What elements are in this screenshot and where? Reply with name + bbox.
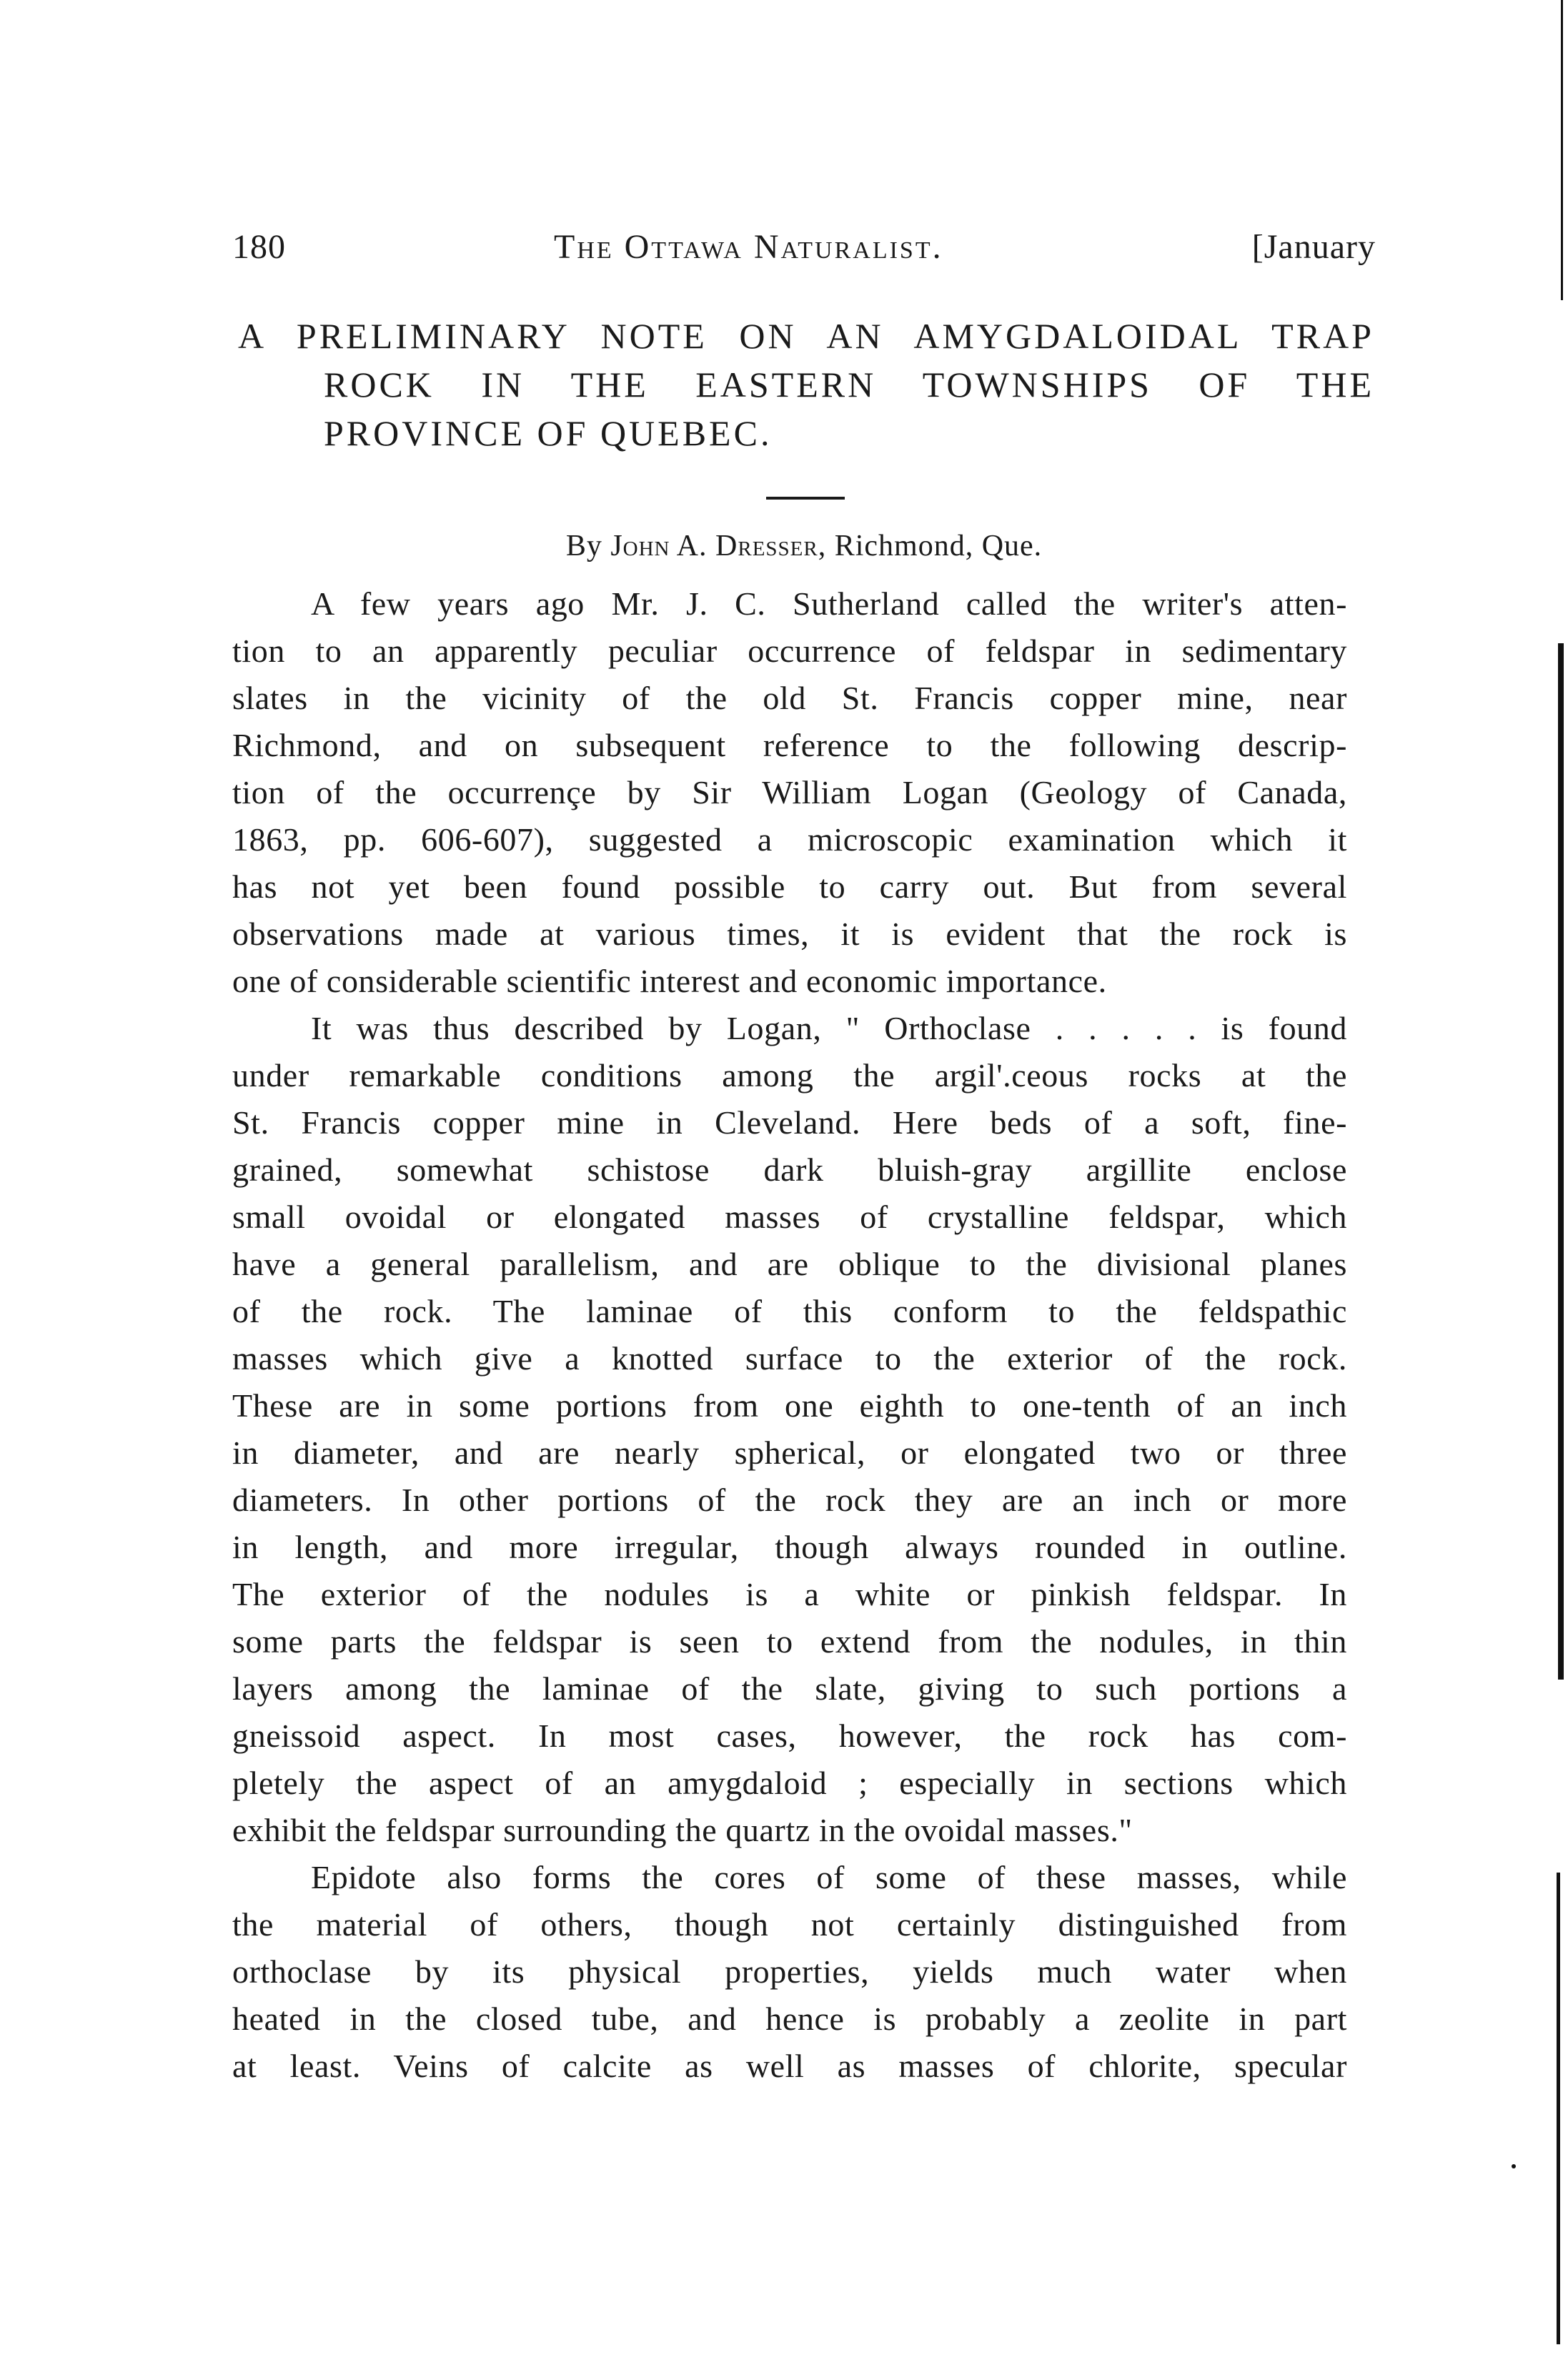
scan-edge-mark: [1557, 1873, 1560, 2344]
text-line: pletely the aspect of an amygdaloid ; especially in sections which: [232, 1765, 1347, 1801]
text-line: 1863, pp. 606-607), suggested a microscopic examination which it: [232, 821, 1347, 858]
text-line: Richmond, and on subsequent reference to the following descrip-: [232, 727, 1347, 763]
page-number: 180: [232, 228, 286, 266]
text-line: masses which give a knotted surface to the exterior of the rock.: [232, 1340, 1347, 1377]
text-line: under remarkable conditions among the argil'.ceous rocks at the: [232, 1057, 1347, 1094]
text-line: exhibit the feldspar surrounding the quartz in the ovoidal masses.": [232, 1812, 1133, 1848]
text-line: tion to an apparently peculiar occurrence of feldspar in sedimentary: [232, 633, 1347, 669]
text-line: St. Francis copper mine in Cleveland. Here beds of a soft, fine-: [232, 1104, 1347, 1141]
article-title: [238, 312, 1374, 457]
text-line: some parts the feldspar is seen to extend from the nodules, in thin: [232, 1623, 1347, 1660]
author-name: John A. Dresser,: [610, 530, 827, 562]
scan-edge-mark: [1558, 643, 1564, 1680]
scan-edge-mark: [1561, 0, 1563, 300]
text-line: small ovoidal or elongated masses of crystalline feldspar, which: [232, 1199, 1347, 1235]
text-line: gneissoid aspect. In most cases, however, the rock has com-: [232, 1717, 1347, 1754]
text-line: of the rock. The laminae of this conform to the feldspathic: [232, 1293, 1347, 1329]
text-line: at least. Veins of calcite as well as masses of chlorite, specular: [232, 2048, 1347, 2084]
text-line: have a general parallelism, and are oblique to the divisional planes: [232, 1246, 1347, 1282]
byline: [232, 529, 1376, 563]
issue-month: [January: [1251, 228, 1376, 266]
text-line: grained, somewhat schistose dark bluish-gray argillite enclose: [232, 1151, 1347, 1188]
article-title-line: PROVINCE OF QUEBEC.: [324, 413, 773, 453]
text-line: in length, and more irregular, though always rounded in outline.: [232, 1529, 1347, 1565]
article-title-line: ROCK IN THE EASTERN TOWNSHIPS OF THE: [324, 365, 1374, 405]
text-line: layers among the laminae of the slate, giving to such portions a: [232, 1670, 1347, 1707]
text-line: A few years ago Mr. J. C. Sutherland called the writer's atten-: [311, 585, 1347, 622]
scan-edge-mark: [1512, 2164, 1516, 2168]
text-line: tion of the occurrençe by Sir William Logan (Geology of Canada,: [232, 774, 1347, 810]
article-title-line: A PRELIMINARY NOTE ON AN AMYGDALOIDAL TRAP: [238, 316, 1374, 356]
text-line: These are in some portions from one eighth to one-tenth of an inch: [232, 1387, 1347, 1424]
article-body: [232, 580, 1347, 2090]
journal-title: The Ottawa Naturalist.: [554, 228, 943, 266]
author-location: Richmond, Que.: [834, 530, 1043, 562]
text-line: one of considerable scientific interest and economic importance.: [232, 963, 1107, 999]
text-line: The exterior of the nodules is a white or pinkish feldspar. In: [232, 1576, 1347, 1612]
text-line: orthoclase by its physical properties, yields much water when: [232, 1953, 1347, 1990]
text-line: in diameter, and are nearly spherical, or elongated two or three: [232, 1434, 1347, 1471]
text-line: slates in the vicinity of the old St. Francis copper mine, near: [232, 680, 1347, 716]
running-header: [232, 227, 1376, 277]
title-divider: [766, 497, 845, 500]
text-line: observations made at various times, it is evident that the rock is: [232, 916, 1347, 952]
text-line: heated in the closed tube, and hence is probably a zeolite in part: [232, 2000, 1347, 2037]
text-line: has not yet been found possible to carry out. But from several: [232, 868, 1347, 905]
text-line: the material of others, though not certainly distinguished from: [232, 1906, 1347, 1943]
text-line: diameters. In other portions of the rock they are an inch or more: [232, 1482, 1347, 1518]
byline-prefix: By: [565, 530, 602, 562]
text-line: It was thus described by Logan, " Orthoclase . . . . . is found: [311, 1010, 1347, 1046]
text-line: Epidote also forms the cores of some of these masses, while: [311, 1859, 1347, 1895]
